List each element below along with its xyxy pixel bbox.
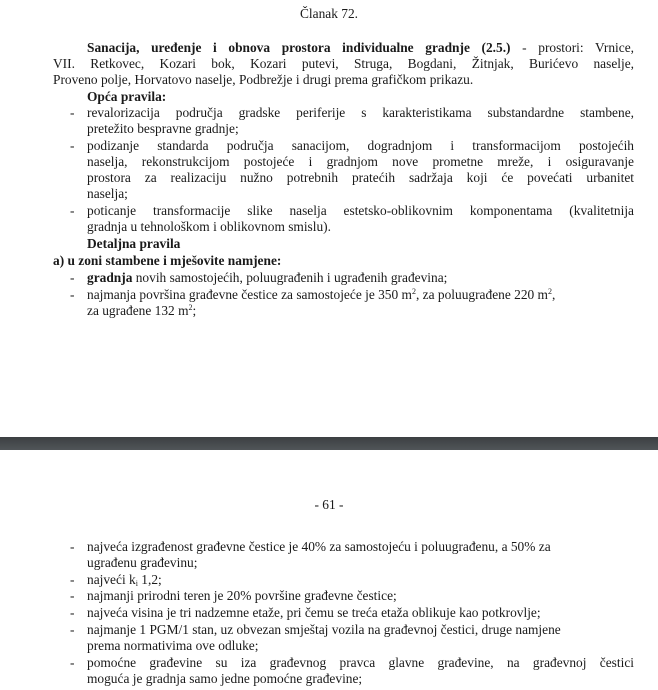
intro-line-2: VII. Retkovec, Kozari bok, Kozari putevi, Struga, Bogdani, Žitnjak, Burićevo naselje, <box>53 56 634 71</box>
page-number: - 61 - <box>314 497 344 512</box>
page-separator <box>0 437 658 450</box>
rule-1-line-1: najveća izgrađenost građevne čestice je 40% za samostojeću i poluugrađenu, a 50% za <box>87 539 551 554</box>
general-rule-3-line-2: gradnja u tehnološkom i oblikovnom smislu). <box>87 219 331 234</box>
bullet-dash: - <box>70 203 75 218</box>
bullet-dash: - <box>70 270 75 285</box>
bullet-dash: - <box>70 622 75 637</box>
detailed-rules-heading: Detaljna pravila <box>87 236 181 251</box>
bullet-dash: - <box>70 138 75 153</box>
general-rule-2-line-4: naselja; <box>87 186 128 201</box>
general-rules-heading: Opća pravila: <box>87 89 167 104</box>
document-page-61 <box>0 450 658 690</box>
rule-5-line-1: najmanje 1 PGM/1 stan, uz obvezan smještaj vozila na građevnoj čestici, druge namjene <box>87 622 561 637</box>
general-rule-2-line-3: prostora za realizaciju nužno potrebnih pratećih sadržaja koji će povećati urbanitet <box>87 170 634 185</box>
general-rule-2-line-2: naselja, rekonstrukcijom postojeće i gradnjom nove prometne mreže, i osiguravanje <box>87 154 634 169</box>
rule-3: najmanji prirodni teren je 20% površine građevne čestice; <box>87 588 397 603</box>
general-rule-2-line-1: podizanje standarda područja sanacijom, dogradnjom i transformacijom postojećih <box>87 138 634 153</box>
zone-rule-2-line-2: za ugrađene 132 $m^2$; <box>87 303 197 318</box>
general-rule-1-line-2: pretežito bespravne gradnje; <box>87 121 239 136</box>
bullet-dash: - <box>70 655 75 670</box>
zone-heading: a) u zoni stambene i mješovite namjene: <box>53 253 282 268</box>
rule-6-line-1: pomoćne građevine su iza građevnog pravca glavne građevine, na građevnoj čestici <box>87 655 634 670</box>
general-rule-1-line-1: revalorizacija područja gradske periferije s karakteristikama substandardne stambene, <box>87 105 634 120</box>
intro-line-3: Proveno polje, Horvatovo naselje, Podbrežje i drugi prema grafičkom prikazu. <box>53 72 474 87</box>
bullet-dash: - <box>70 588 75 603</box>
intro-line-1: Sanacija, uređenje i obnova prostora individualne gradnje (2.5.) - prostori: Vrnice, <box>87 40 634 55</box>
section-heading: Sanacija, uređenje i obnova prostora individualne gradnje (2.5.) <box>87 40 511 55</box>
rule-6-line-2: moguća je gradnja samo jedne pomoćne građevine; <box>87 671 363 686</box>
bullet-dash: - <box>70 105 75 120</box>
zone-rule-1: gradnja novih samostojećih, poluugrađenih i ugrađenih građevina; <box>87 270 448 285</box>
zone-rule-2-line-1: najmanja površina građevne čestice za samostojeće je 350 $m^2$, za poluugrađene 220 $m^2$, <box>87 287 556 302</box>
rule-5-line-2: prema normativima ove odluke; <box>87 638 259 653</box>
rule-1-line-2: ugrađenu građevinu; <box>87 555 198 570</box>
bullet-dash: - <box>70 572 75 587</box>
bullet-dash: - <box>70 605 75 620</box>
bullet-dash: - <box>70 287 75 302</box>
rule-2: najveći $k_i$ 1,2; <box>87 572 162 588</box>
bullet-dash: - <box>70 539 75 554</box>
general-rule-3-line-1: poticanje transformacije slike naselja estetsko-oblikovnim komponentama (kvalitetnija <box>87 203 634 218</box>
rule-4: najveća visina je tri nadzemne etaže, pri čemu se treća etaža oblikuje kao potkrovlje; <box>87 605 541 620</box>
article-title: Članak 72. <box>299 6 358 21</box>
